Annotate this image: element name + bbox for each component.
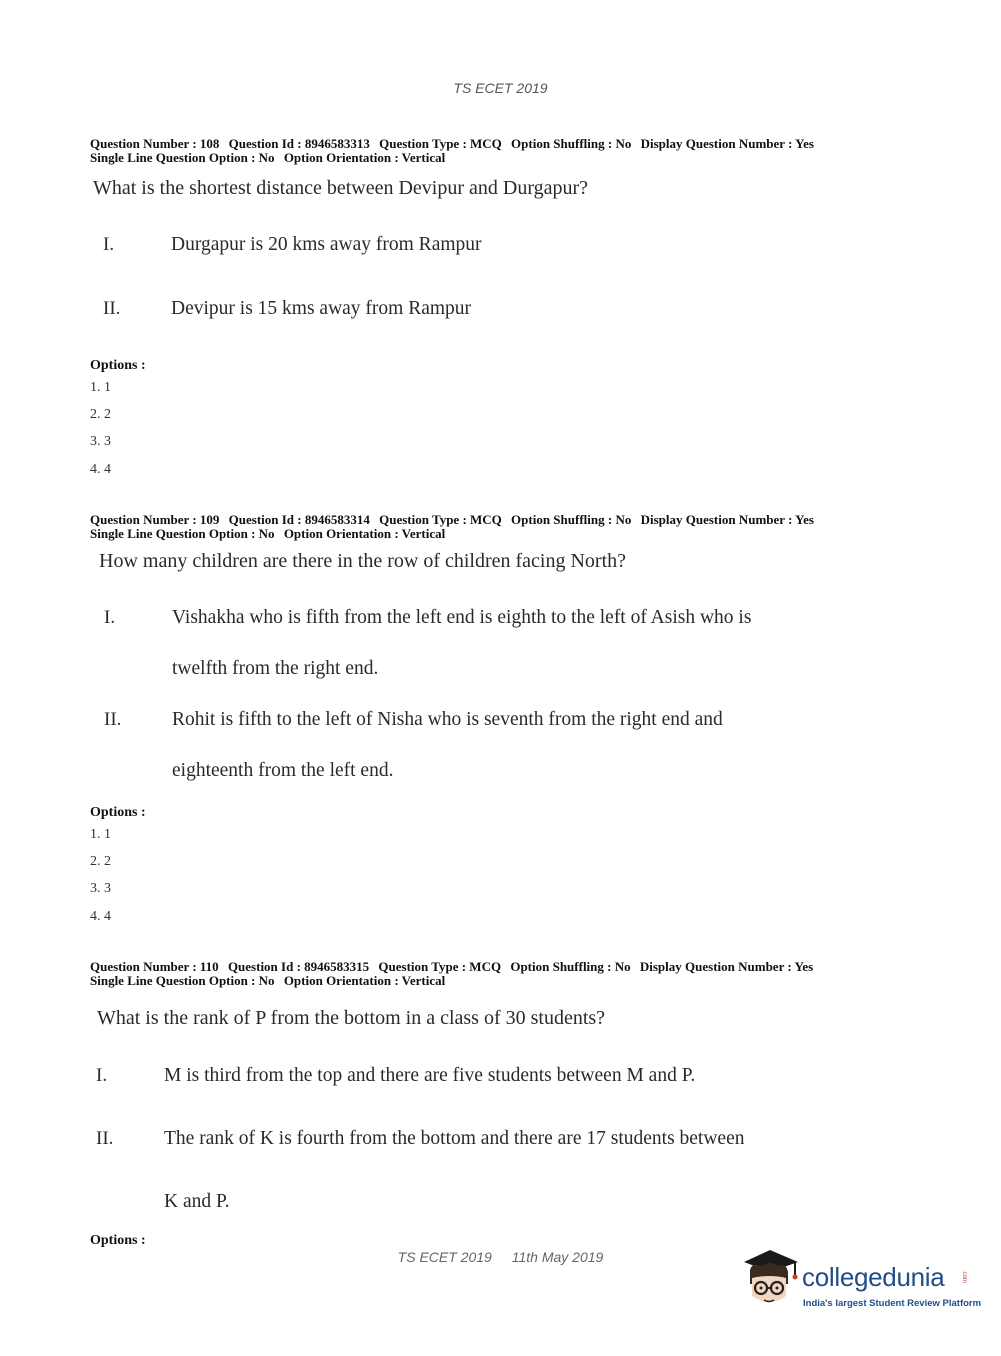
meta-line-1 <box>90 137 820 151</box>
meta-line-1 <box>90 960 819 974</box>
meta-question-number: Question Number : 109 <box>90 512 220 527</box>
meta-display-question-number: Display Question Number : Yes <box>639 959 814 974</box>
statement-number: I. <box>104 607 116 628</box>
options-label: Options : <box>90 358 146 373</box>
statement-text-continued: eighteenth from the left end. <box>172 760 394 781</box>
statement-text: Rohit is fifth to the left of Nisha who is seventh from the right end and <box>172 709 723 730</box>
meta-question-type: Question Type : MCQ <box>379 512 502 527</box>
statement-text: Devipur is 15 kms away from Rampur <box>171 298 472 319</box>
question-meta-108 <box>90 137 820 165</box>
meta-option-shuffling: Option Shuffling : No <box>511 512 632 527</box>
question-text-108: What is the shortest distance between Devipur and Durgapur? <box>93 177 589 199</box>
brand-tagline: India's largest Student Review Platform <box>803 1298 982 1309</box>
brand-suffix: .com <box>961 1270 967 1284</box>
option-item: 4. 4 <box>90 462 111 477</box>
meta-question-number: Question Number : 108 <box>90 136 220 151</box>
meta-line-2 <box>90 151 820 165</box>
collegedunia-mascot-icon <box>740 1248 802 1312</box>
meta-question-id: Question Id : 8946583315 <box>227 959 370 974</box>
meta-question-number: Question Number : 110 <box>90 959 219 974</box>
option-item: 3. 3 <box>90 881 111 896</box>
footer-exam-date: 11th May 2019 <box>511 1249 604 1265</box>
meta-line-1 <box>90 513 820 527</box>
statement-text-continued: K and P. <box>164 1191 230 1212</box>
option-item: 2. 2 <box>90 854 111 869</box>
meta-single-line-option: Single Line Question Option : No <box>90 973 275 988</box>
statement-number: I. <box>103 234 115 255</box>
statement-text: Vishakha who is fifth from the left end is eighth to the left of Asish who is <box>172 607 752 628</box>
meta-question-type: Question Type : MCQ <box>378 959 502 974</box>
question-meta-109 <box>90 513 820 541</box>
meta-display-question-number: Display Question Number : Yes <box>640 136 814 151</box>
meta-question-id: Question Id : 8946583314 <box>228 512 370 527</box>
meta-option-shuffling: Option Shuffling : No <box>510 959 631 974</box>
statement-text: Durgapur is 20 kms away from Rampur <box>171 234 482 255</box>
question-text-109: How many children are there in the row of children facing North? <box>99 550 627 572</box>
option-item: 3. 3 <box>90 434 111 449</box>
statement-number: II. <box>96 1128 114 1149</box>
meta-question-id: Question Id : 8946583313 <box>228 136 370 151</box>
statement-number: II. <box>104 709 122 730</box>
options-label: Options : <box>90 1233 146 1248</box>
meta-question-type: Question Type : MCQ <box>379 136 502 151</box>
meta-display-question-number: Display Question Number : Yes <box>640 512 814 527</box>
question-meta-110 <box>90 960 819 988</box>
option-item: 4. 4 <box>90 909 111 924</box>
meta-single-line-option: Single Line Question Option : No <box>90 150 275 165</box>
statement-text: The rank of K is fourth from the bottom and there are 17 students between <box>164 1128 745 1149</box>
option-item: 1. 1 <box>90 380 111 395</box>
option-item: 1. 1 <box>90 827 111 842</box>
meta-line-2 <box>90 527 820 541</box>
statement-number: I. <box>96 1065 108 1086</box>
footer-exam-name: TS ECET 2019 <box>397 1249 492 1265</box>
statement-text-continued: twelfth from the right end. <box>172 658 379 679</box>
page-header-title: TS ECET 2019 <box>453 80 548 96</box>
brand-name: collegedunia <box>802 1262 945 1292</box>
meta-option-shuffling: Option Shuffling : No <box>511 136 632 151</box>
meta-option-orientation: Option Orientation : Vertical <box>283 526 446 541</box>
statement-number: II. <box>103 298 121 319</box>
statement-text: M is third from the top and there are five students between M and P. <box>164 1065 696 1086</box>
meta-option-orientation: Option Orientation : Vertical <box>283 150 446 165</box>
option-item: 2. 2 <box>90 407 111 422</box>
question-text-110: What is the rank of P from the bottom in a class of 30 students? <box>97 1007 606 1029</box>
meta-line-2 <box>90 974 819 988</box>
meta-single-line-option: Single Line Question Option : No <box>90 526 275 541</box>
meta-option-orientation: Option Orientation : Vertical <box>283 973 446 988</box>
options-label: Options : <box>90 805 146 820</box>
